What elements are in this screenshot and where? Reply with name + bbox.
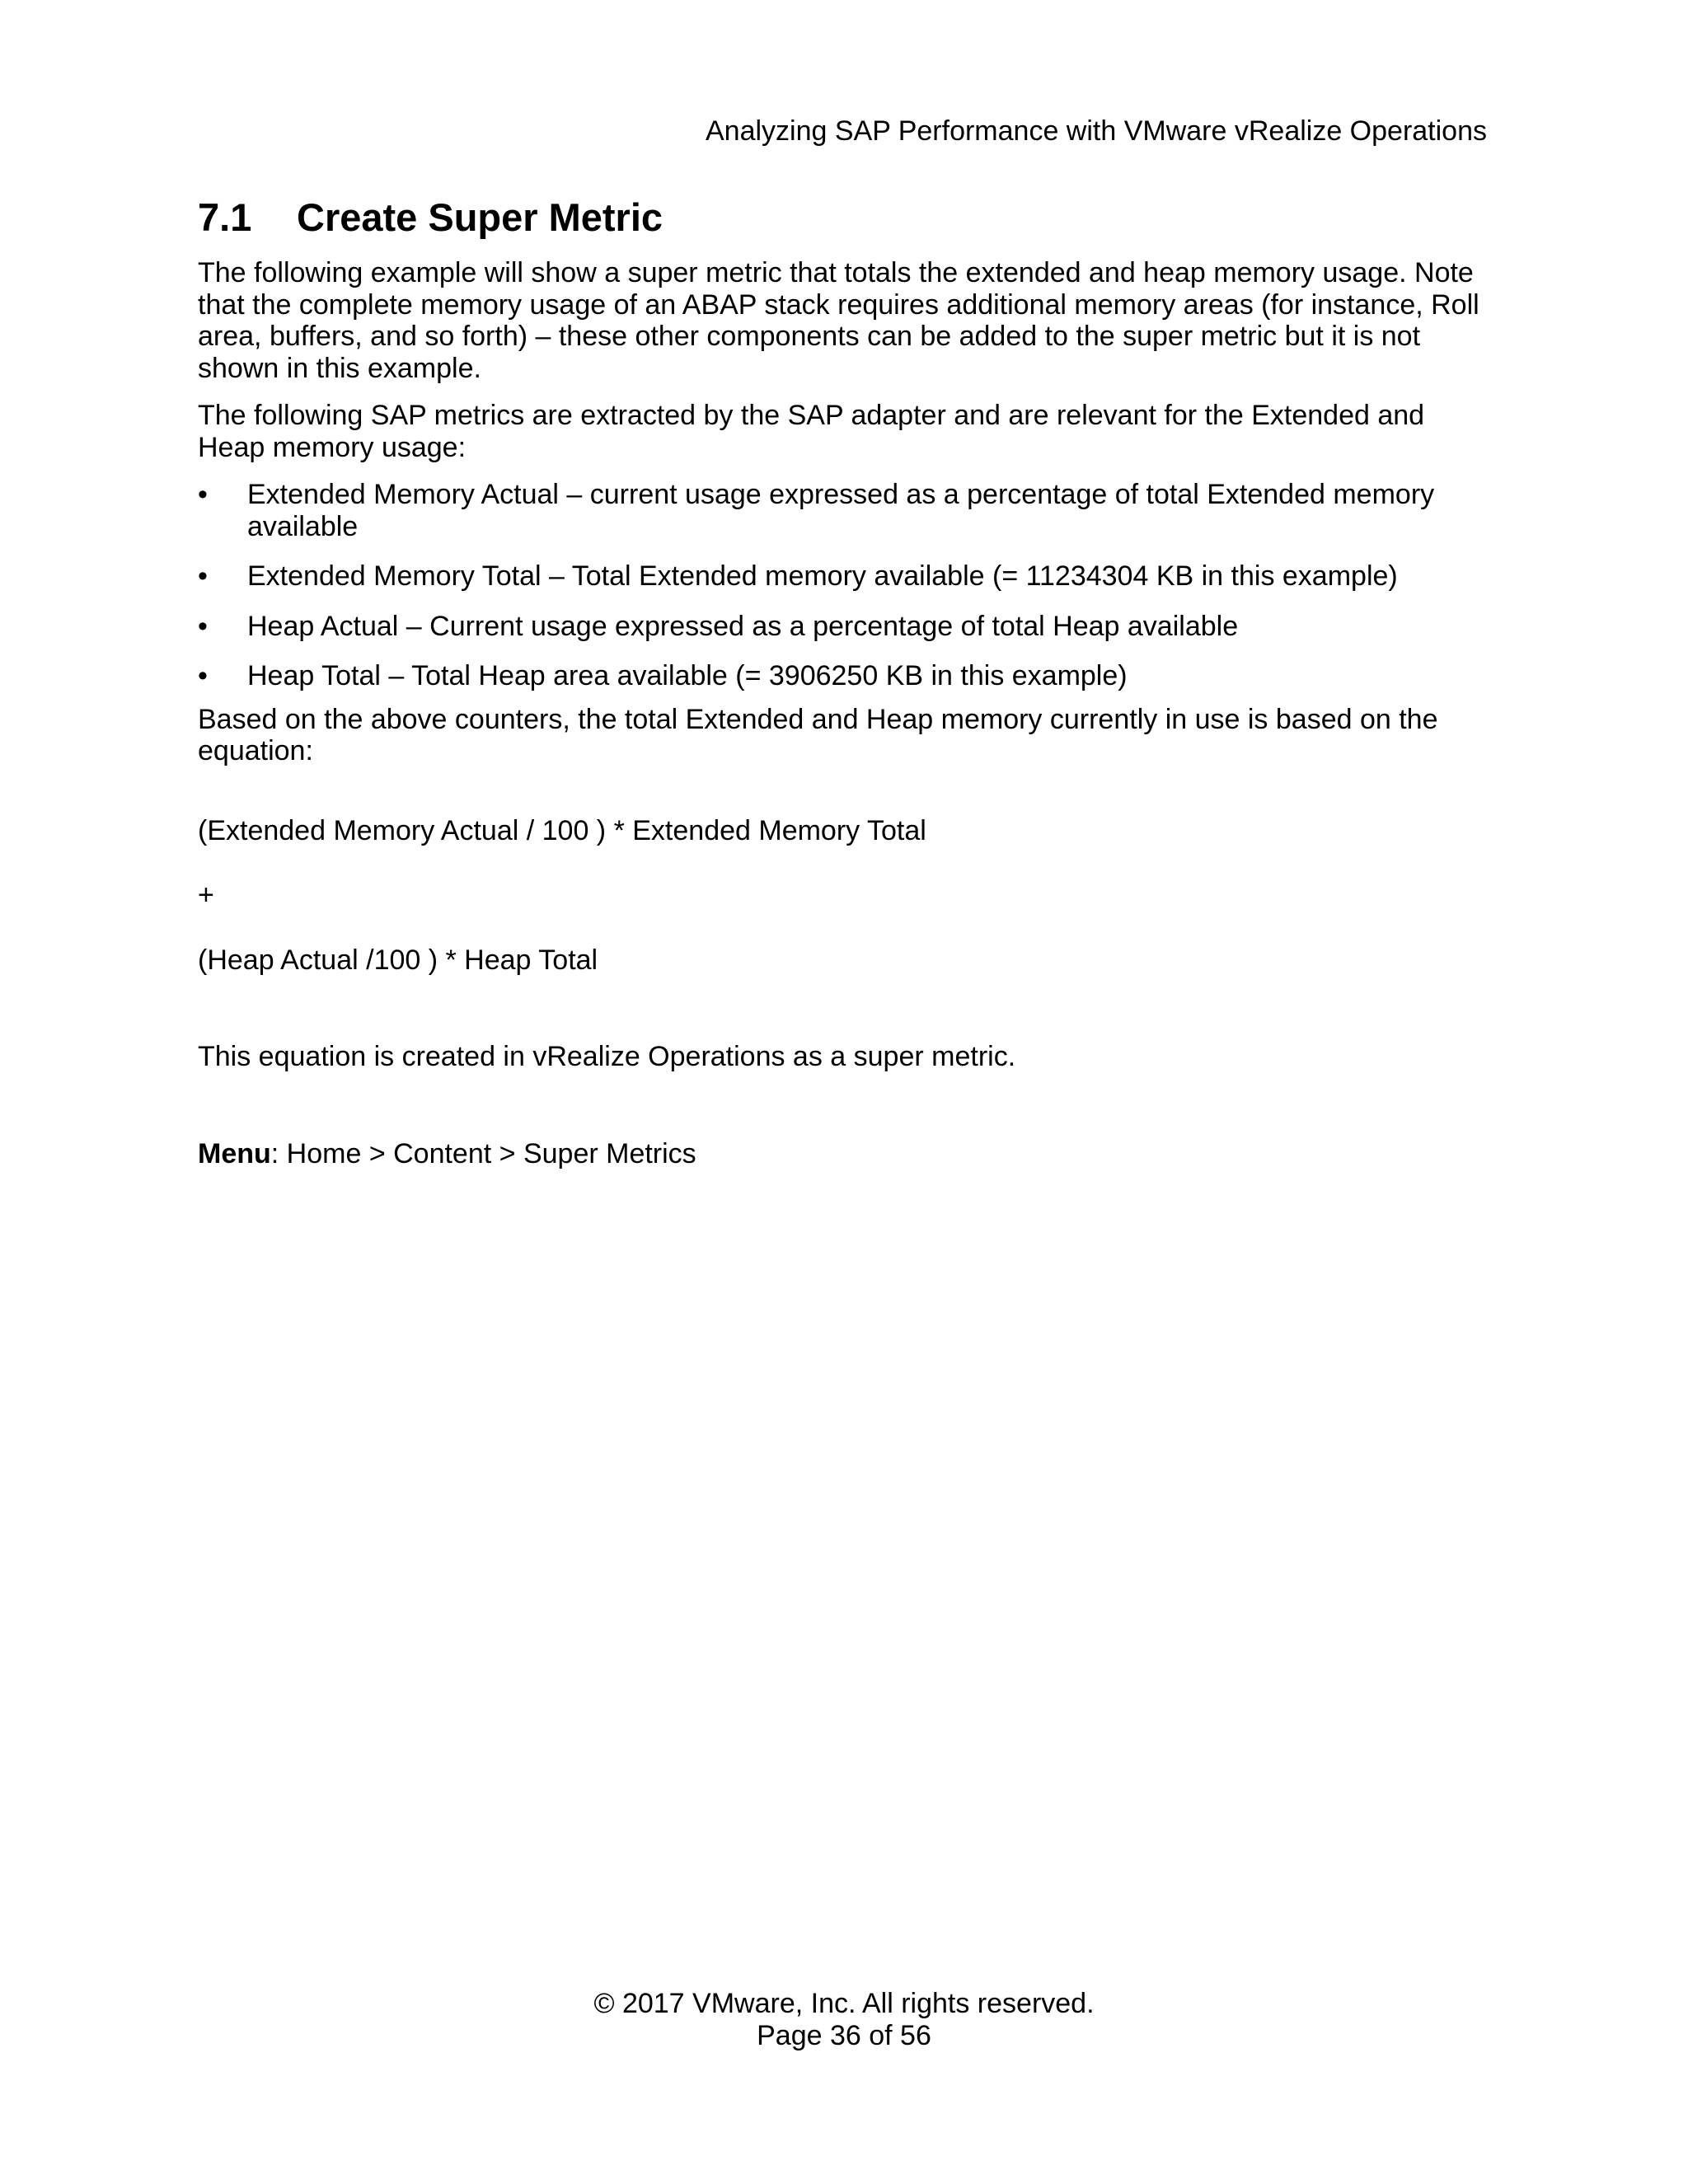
spacer	[198, 862, 1484, 879]
copyright-notice: © 2017 VMware, Inc. All rights reserved.	[593, 1988, 1095, 2019]
list-item-text: Heap Total – Total Heap area available (= 3906250 KB in this example)	[247, 660, 1128, 691]
list-item	[198, 660, 1484, 692]
list-item-text: Heap Actual – Current usage expressed as a percentage of total Heap available	[247, 610, 1239, 642]
equation-line-1: (Extended Memory Actual / 100 ) * Extended Memory Total	[198, 814, 926, 846]
equation-operator: +	[198, 879, 214, 911]
spacer	[198, 927, 1484, 944]
menu-label: Menu	[198, 1137, 271, 1169]
body-text	[198, 257, 1484, 1185]
bullet-icon: •	[198, 660, 208, 691]
menu-path-text: : Home > Content > Super Metrics	[270, 1137, 696, 1169]
list-item-text: Extended Memory Actual – current usage expressed as a percentage of total Extended memory available	[247, 479, 1435, 542]
list-item	[198, 560, 1484, 593]
list-item-text: Extended Memory Total – Total Extended memory available (= 11234304 KB in this example)	[247, 560, 1398, 592]
spacer	[198, 767, 1484, 815]
equation-note: This equation is created in vRealize Operations as a super metric.	[198, 1041, 1016, 1072]
document-page	[198, 0, 1487, 2184]
page-footer	[0, 1988, 1688, 2052]
section-number: 7.1	[198, 195, 252, 239]
metric-list	[198, 479, 1484, 692]
section-title: Create Super Metric	[297, 195, 663, 239]
spacer	[198, 1089, 1484, 1138]
list-item	[198, 479, 1484, 542]
list-item	[198, 611, 1484, 643]
menu-path	[198, 1138, 1484, 1170]
page-number: Page 36 of 56	[757, 2020, 931, 2051]
section-heading	[198, 194, 663, 241]
metrics-intro-paragraph: The following SAP metrics are extracted by the SAP adapter and are relevant for the Extended and Heap memory usage:	[198, 400, 1425, 463]
bullet-icon: •	[198, 560, 208, 592]
running-header: Analyzing SAP Performance with VMware vRealize Operations	[705, 115, 1487, 147]
intro-paragraph: The following example will show a super metric that totals the extended and heap memory usage. Note that the complete memory usage of an ABAP stack requires additional memory areas (for instance, Roll area, buffers, and so forth) – these other components can be added to the super metric but it is not shown in this example.	[198, 257, 1479, 384]
equation-intro-paragraph: Based on the above counters, the total Extended and Heap memory currently in use is based on the equation:	[198, 703, 1438, 766]
bullet-icon: •	[198, 479, 208, 510]
equation-line-2: (Heap Actual /100 ) * Heap Total	[198, 944, 598, 976]
spacer	[198, 991, 1484, 1041]
bullet-icon: •	[198, 610, 208, 642]
